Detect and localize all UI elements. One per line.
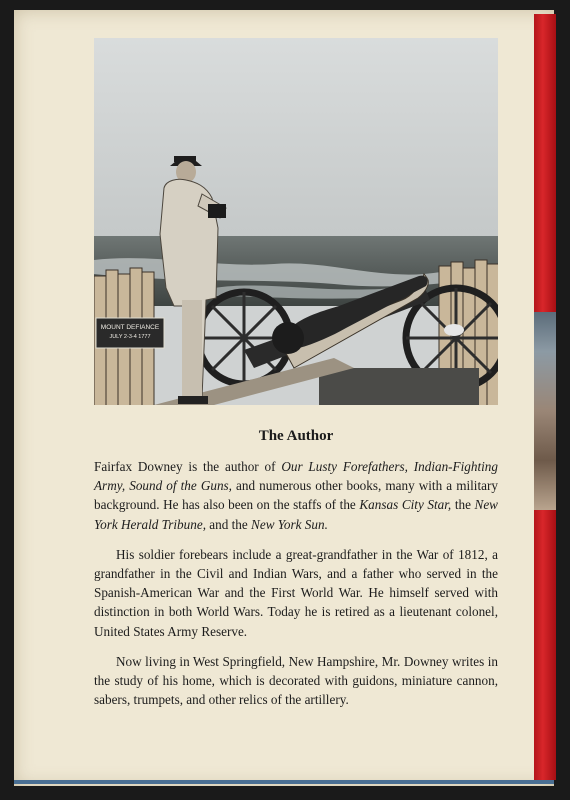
spine-photo-strip — [534, 312, 556, 510]
newspaper-name: Kansas City Star, — [359, 497, 452, 513]
bio-paragraph-1: Fairfax Downey is the author of Our Lusty Forefathers, Indian-Fighting Army, Sound of the Guns, and numerous other books, many with a military background. He has also been on the staffs of the Kansas City Star, the New York Herald Tribune, and the New York Sun. — [94, 459, 498, 532]
author-bio — [94, 457, 498, 720]
sky — [94, 38, 498, 243]
newspaper-name: New York Sun. — [251, 516, 328, 532]
book-titles: Our Lusty Forefathers, Indian-Fighting Army, Sound of the Guns, — [94, 459, 498, 494]
section-title: The Author — [258, 428, 334, 444]
camera-icon — [208, 204, 226, 218]
author-photo — [94, 38, 498, 405]
newspaper-name: New York Herald Tribune, — [94, 497, 498, 532]
mount-defiance-sign — [96, 318, 164, 348]
bio-paragraph-3: Now living in West Springfield, New Hampshire, Mr. Downey writes in the study of his home, which is decorated with guidons, miniature cannon, sabers, trumpets, and other relics of the artillery. — [94, 653, 498, 708]
sign-date: JULY 2-3-4 1777 — [109, 334, 151, 340]
jacket-bottom-edge — [14, 780, 554, 784]
sign-title: MOUNT DEFIANCE — [100, 324, 160, 331]
author-photo-image — [94, 38, 498, 405]
bio-paragraph-2: His soldier forebears include a great-grandfather in the War of 1812, a grandfather in the Civil and Indian Wars, and a father who served in the Spanish-American War and the First World War. He himself served with distinction in both World Wars. Today he is retired as a lieutenant colonel, United States Army Reserve. — [94, 546, 498, 639]
